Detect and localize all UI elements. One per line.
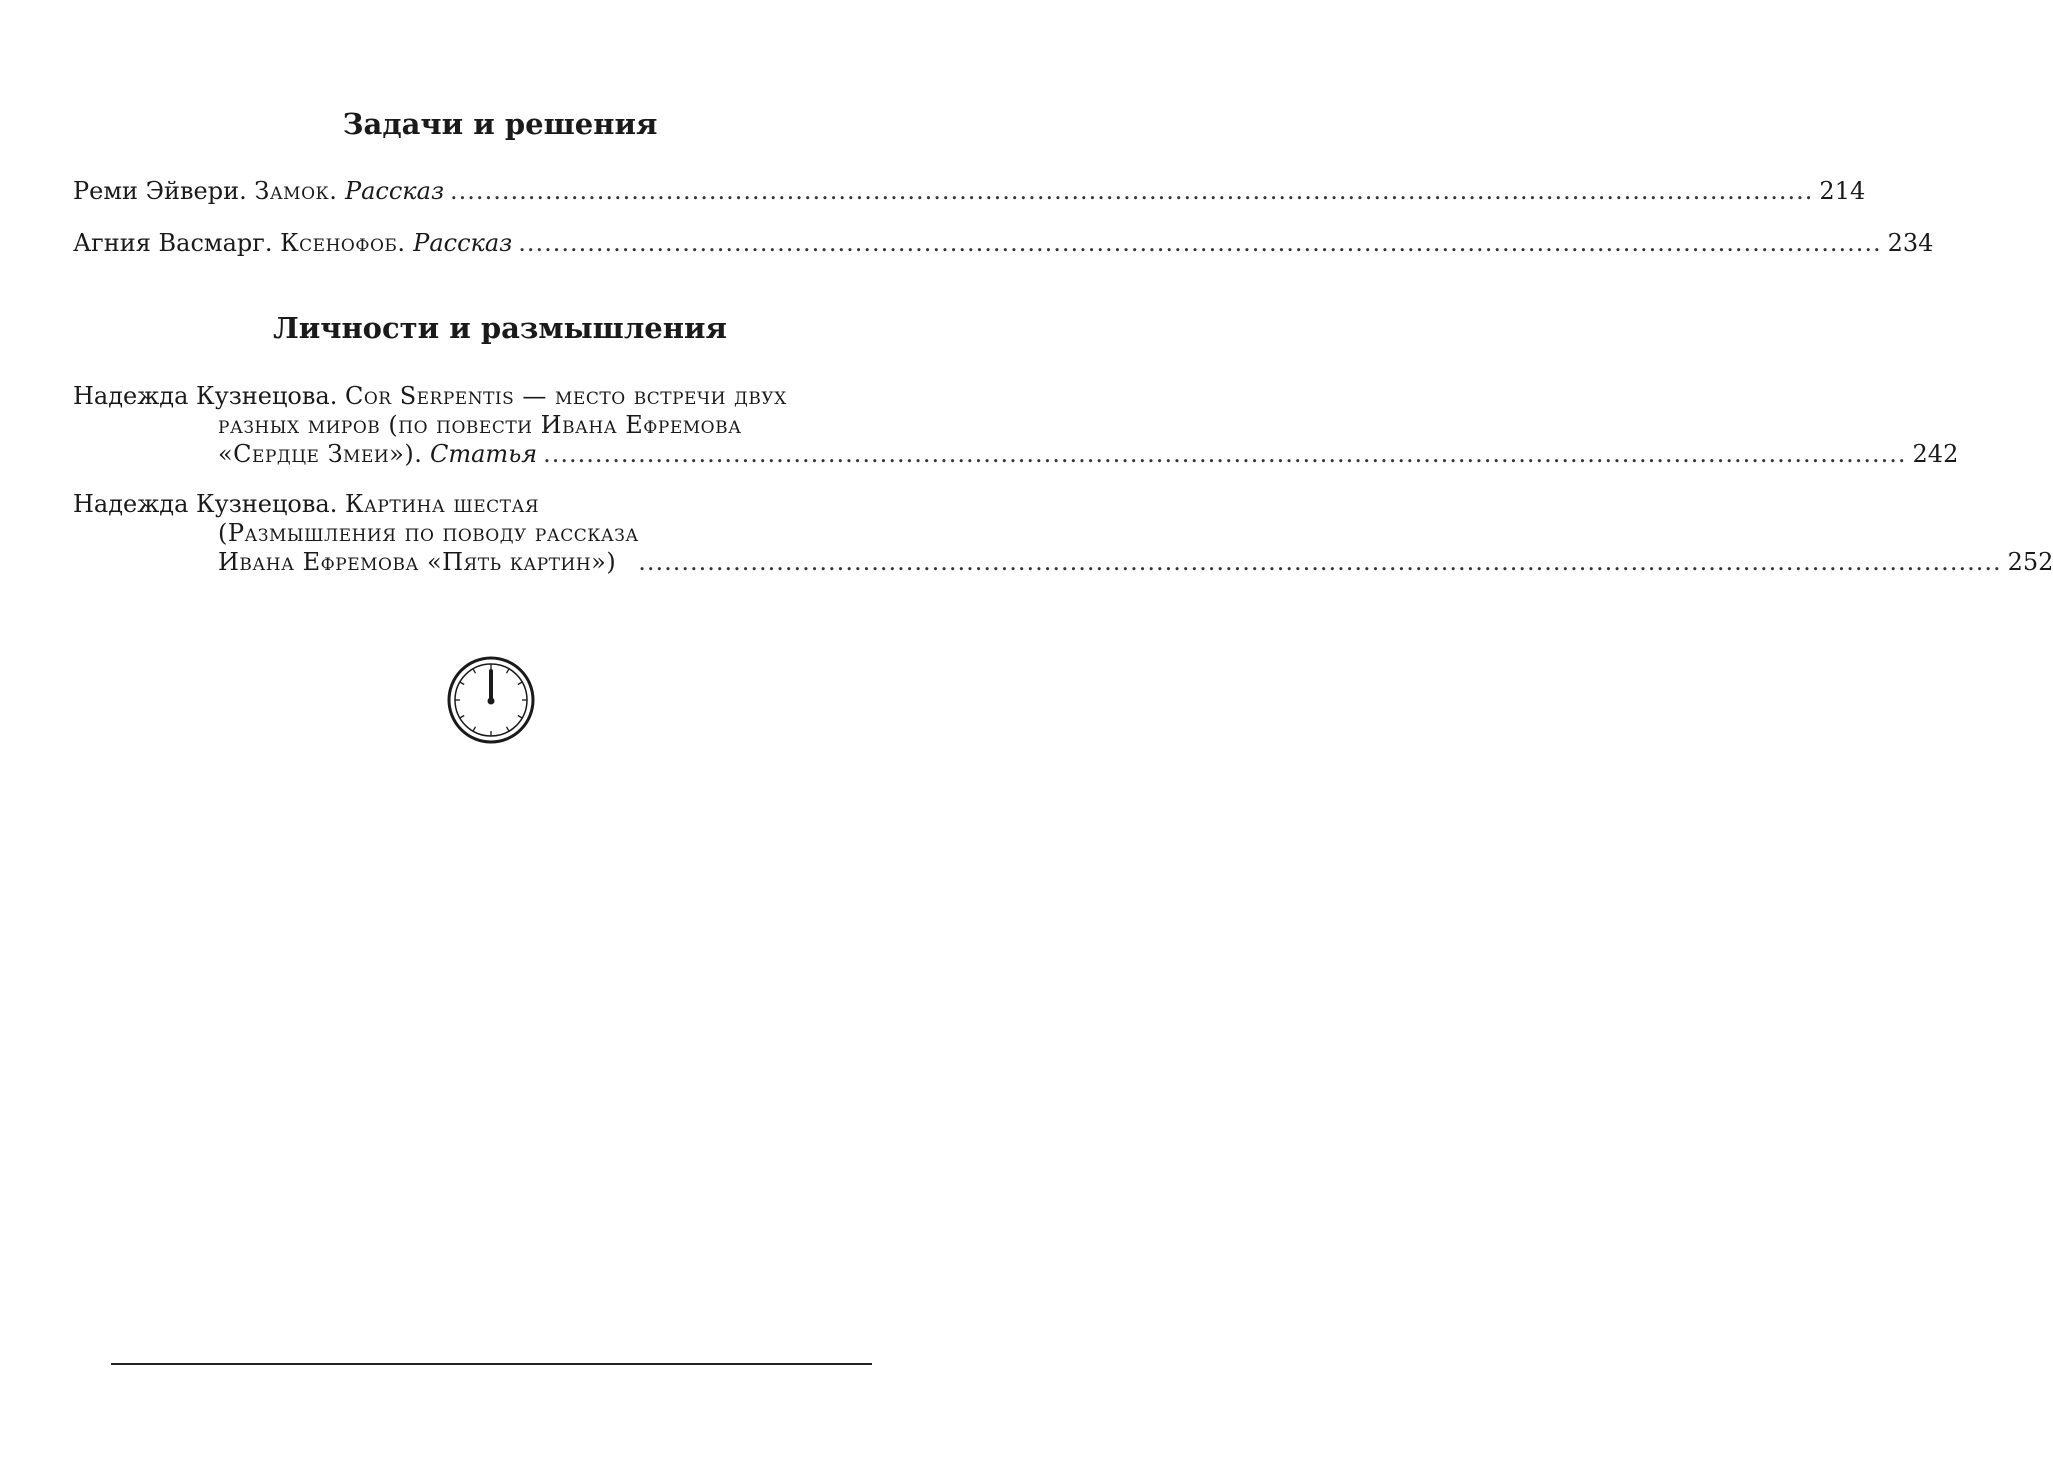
entry-genre: Рассказ (413, 229, 513, 257)
entry-work-title-continued: разных миров (по повести Ивана Ефремова (218, 411, 742, 439)
toc-entry-line (73, 382, 913, 411)
entry-author: Реми Эйвери. (73, 177, 247, 205)
clock-tick (460, 682, 464, 685)
toc-entry-kartina-shestaya[interactable] (73, 490, 2053, 577)
toc-entry-line (73, 177, 1866, 206)
entry-work-title: Ксенофоб. (280, 229, 406, 257)
toc-entry-ksenofob[interactable] (73, 229, 1934, 258)
entry-work-title-continued: «Сердце Змеи»). (218, 440, 423, 468)
dot-leader: .............................................................................................................................................................. (543, 440, 1907, 468)
entry-page-number: 234 (1887, 229, 1934, 257)
entry-work-title-continued: (Размышления по поводу рассказа (218, 519, 639, 547)
clock-tick (460, 716, 464, 719)
clock-tick (473, 727, 476, 731)
entry-work-title: Cor Serpentis — место встречи двух (344, 382, 787, 410)
entry-author: Агния Васмарг. (73, 229, 273, 257)
toc-entry-line (73, 490, 913, 519)
entry-page-number: 242 (1912, 440, 1959, 468)
toc-entry-line (73, 548, 2053, 577)
entry-work-title: Замок. (254, 177, 338, 205)
clock-tick (518, 682, 522, 685)
entry-author: Надежда Кузнецова. (73, 490, 338, 518)
clock-tick (473, 669, 476, 673)
entry-page-number: 252 (2007, 548, 2053, 576)
clock-tick (507, 669, 510, 673)
dot-leader: .............................................................................................................................................................. (638, 548, 2002, 576)
bottom-rule (111, 1363, 872, 1365)
entry-author: Надежда Кузнецова. (73, 382, 338, 410)
toc-entry-line (73, 440, 1959, 469)
dot-leader: .............................................................................................................................................................. (450, 177, 1814, 205)
toc-entry-line (73, 229, 1934, 258)
entry-genre: Статья (430, 440, 538, 468)
section-title-tasks: Задачи и решения (342, 107, 658, 141)
clock-tick (507, 727, 510, 731)
toc-entry-cor-serpentis[interactable] (73, 382, 1959, 469)
clock-tick (518, 716, 522, 719)
entry-page-number: 214 (1819, 177, 1866, 205)
entry-work-title: Картина шестая (344, 490, 540, 518)
entry-work-title-continued: Ивана Ефремова «Пять картин») (218, 548, 617, 576)
entry-genre: Рассказ (344, 177, 445, 205)
dot-leader: .............................................................................................................................................................. (518, 229, 1882, 257)
toc-entry-zamok[interactable] (73, 177, 1866, 206)
clock-icon (446, 655, 536, 745)
section-title-personalities: Личности и размышления (273, 311, 727, 345)
